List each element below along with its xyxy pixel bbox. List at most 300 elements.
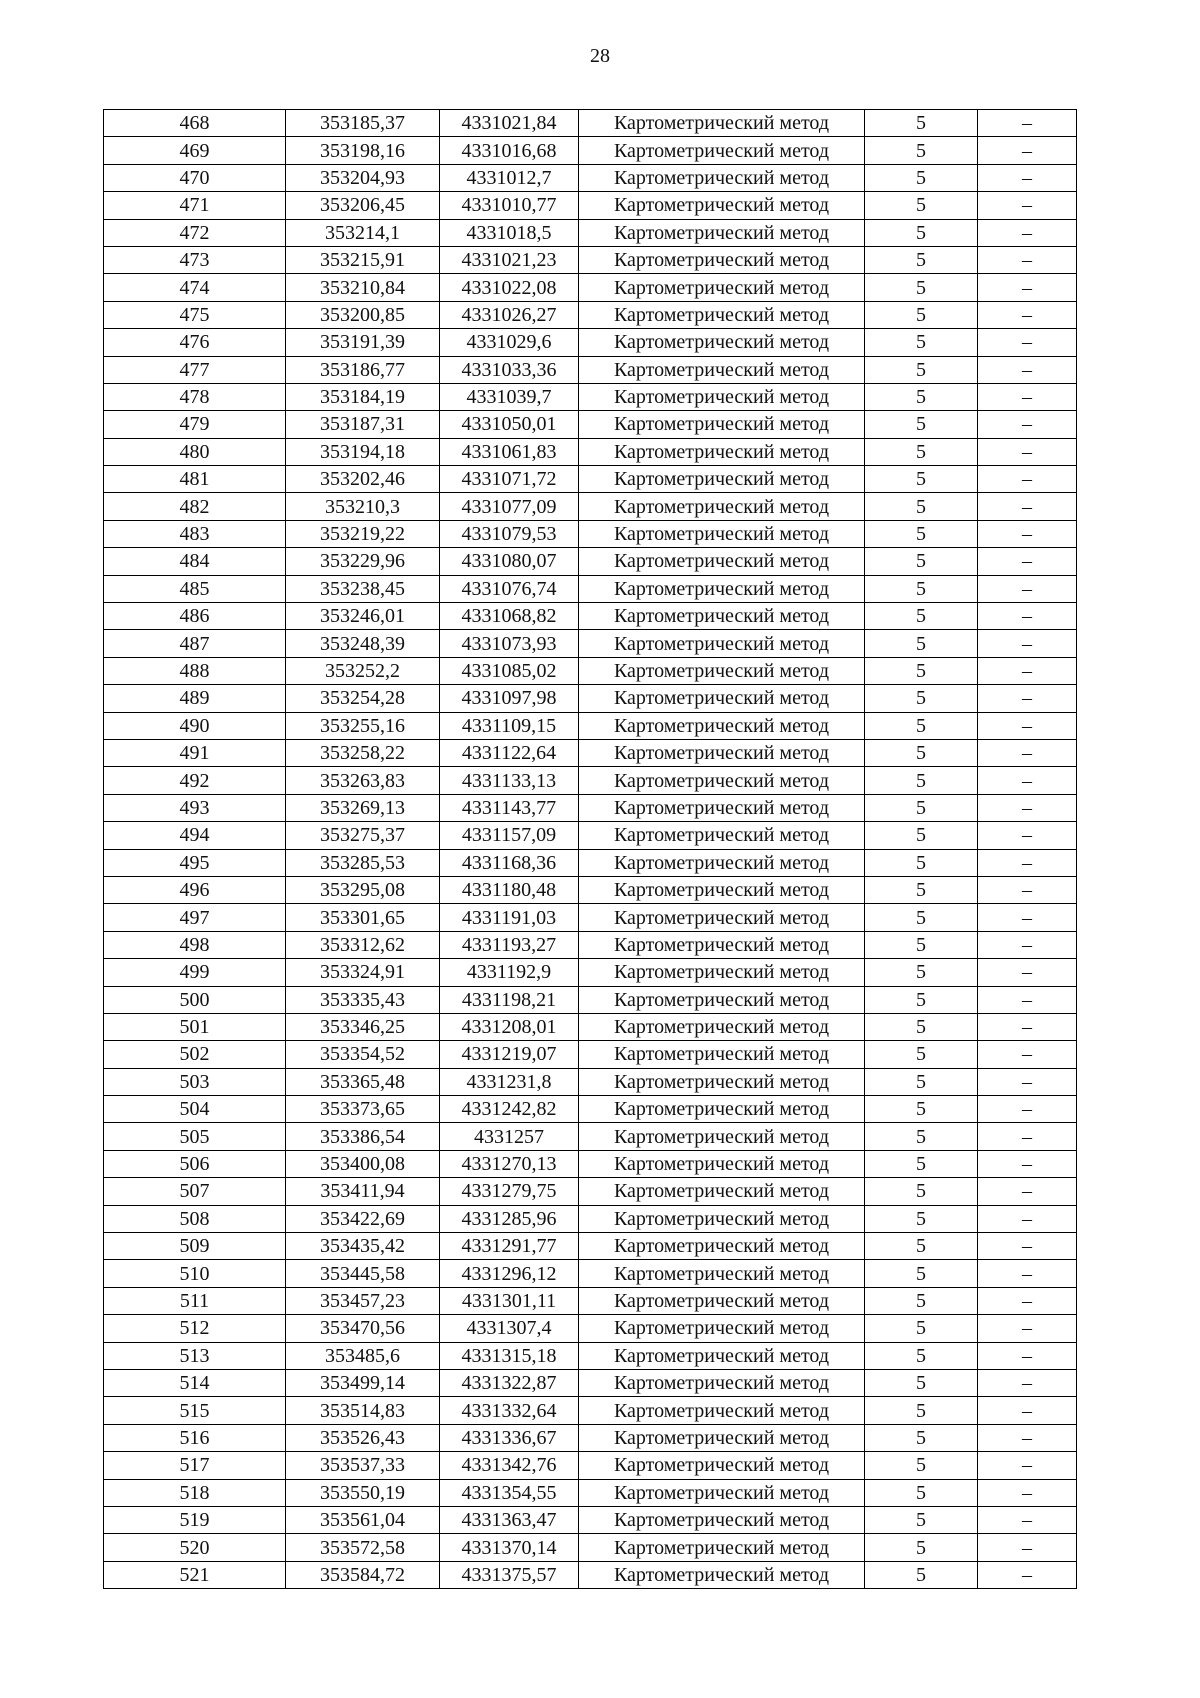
point-number-cell: 518 [104,1479,286,1506]
y-coordinate-cell: 4331010,77 [440,192,579,219]
point-number-cell: 507 [104,1178,286,1205]
accuracy-cell: 5 [865,767,978,794]
point-number-cell: 510 [104,1260,286,1287]
accuracy-cell: 5 [865,1534,978,1561]
y-coordinate-cell: 4331191,03 [440,904,579,931]
x-coordinate-cell: 353400,08 [286,1150,440,1177]
y-coordinate-cell: 4331332,64 [440,1397,579,1424]
point-number-cell: 514 [104,1369,286,1396]
method-cell: Картометрический метод [579,1123,865,1150]
table-row [104,712,1077,739]
table-row [104,466,1077,493]
accuracy-cell: 5 [865,1096,978,1123]
table-row [104,1150,1077,1177]
y-coordinate-cell: 4331061,83 [440,438,579,465]
y-coordinate-cell: 4331208,01 [440,1013,579,1040]
x-coordinate-cell: 353269,13 [286,794,440,821]
x-coordinate-cell: 353204,93 [286,164,440,191]
accuracy-cell: 5 [865,849,978,876]
point-number-cell: 521 [104,1561,286,1588]
x-coordinate-cell: 353365,48 [286,1068,440,1095]
y-coordinate-cell: 4331021,84 [440,110,579,137]
table-row [104,110,1077,137]
note-cell: – [978,1342,1077,1369]
method-cell: Картометрический метод [579,630,865,657]
method-cell: Картометрический метод [579,411,865,438]
point-number-cell: 509 [104,1233,286,1260]
table-row [104,1424,1077,1451]
note-cell: – [978,1068,1077,1095]
method-cell: Картометрический метод [579,794,865,821]
y-coordinate-cell: 4331291,77 [440,1233,579,1260]
method-cell: Картометрический метод [579,904,865,931]
accuracy-cell: 5 [865,246,978,273]
method-cell: Картометрический метод [579,110,865,137]
method-cell: Картометрический метод [579,1397,865,1424]
method-cell: Картометрический метод [579,1096,865,1123]
y-coordinate-cell: 4331109,15 [440,712,579,739]
table-row [104,1397,1077,1424]
accuracy-cell: 5 [865,1479,978,1506]
point-number-cell: 506 [104,1150,286,1177]
note-cell: – [978,520,1077,547]
table-row [104,1233,1077,1260]
table-row [104,1096,1077,1123]
accuracy-cell: 5 [865,739,978,766]
x-coordinate-cell: 353526,43 [286,1424,440,1451]
table-row [104,1315,1077,1342]
point-number-cell: 471 [104,192,286,219]
table-row [104,959,1077,986]
x-coordinate-cell: 353312,62 [286,931,440,958]
point-number-cell: 508 [104,1205,286,1232]
method-cell: Картометрический метод [579,1287,865,1314]
point-number-cell: 498 [104,931,286,958]
method-cell: Картометрический метод [579,192,865,219]
x-coordinate-cell: 353252,2 [286,657,440,684]
x-coordinate-cell: 353422,69 [286,1205,440,1232]
point-number-cell: 477 [104,356,286,383]
accuracy-cell: 5 [865,329,978,356]
table-row [104,1506,1077,1533]
point-number-cell: 496 [104,876,286,903]
accuracy-cell: 5 [865,1260,978,1287]
x-coordinate-cell: 353238,45 [286,575,440,602]
table-row [104,1205,1077,1232]
method-cell: Картометрический метод [579,520,865,547]
accuracy-cell: 5 [865,192,978,219]
accuracy-cell: 5 [865,466,978,493]
point-number-cell: 485 [104,575,286,602]
table-row [104,1287,1077,1314]
note-cell: – [978,246,1077,273]
point-number-cell: 493 [104,794,286,821]
x-coordinate-cell: 353200,85 [286,301,440,328]
y-coordinate-cell: 4331073,93 [440,630,579,657]
note-cell: – [978,959,1077,986]
accuracy-cell: 5 [865,356,978,383]
method-cell: Картометрический метод [579,1479,865,1506]
method-cell: Картометрический метод [579,274,865,301]
y-coordinate-cell: 4331157,09 [440,822,579,849]
y-coordinate-cell: 4331122,64 [440,739,579,766]
y-coordinate-cell: 4331242,82 [440,1096,579,1123]
note-cell: – [978,1041,1077,1068]
method-cell: Картометрический метод [579,1561,865,1588]
accuracy-cell: 5 [865,1041,978,1068]
method-cell: Картометрический метод [579,356,865,383]
x-coordinate-cell: 353485,6 [286,1342,440,1369]
note-cell: – [978,192,1077,219]
accuracy-cell: 5 [865,1397,978,1424]
y-coordinate-cell: 4331279,75 [440,1178,579,1205]
table-row [104,1041,1077,1068]
x-coordinate-cell: 353194,18 [286,438,440,465]
method-cell: Картометрический метод [579,1013,865,1040]
y-coordinate-cell: 4331050,01 [440,411,579,438]
point-number-cell: 503 [104,1068,286,1095]
y-coordinate-cell: 4331307,4 [440,1315,579,1342]
point-number-cell: 501 [104,1013,286,1040]
point-number-cell: 470 [104,164,286,191]
y-coordinate-cell: 4331085,02 [440,657,579,684]
accuracy-cell: 5 [865,1178,978,1205]
y-coordinate-cell: 4331198,21 [440,986,579,1013]
note-cell: – [978,1233,1077,1260]
note-cell: – [978,1534,1077,1561]
x-coordinate-cell: 353229,96 [286,548,440,575]
point-number-cell: 517 [104,1452,286,1479]
table-row [104,1452,1077,1479]
point-number-cell: 516 [104,1424,286,1451]
point-number-cell: 472 [104,219,286,246]
note-cell: – [978,1287,1077,1314]
y-coordinate-cell: 4331193,27 [440,931,579,958]
accuracy-cell: 5 [865,794,978,821]
note-cell: – [978,1479,1077,1506]
y-coordinate-cell: 4331022,08 [440,274,579,301]
method-cell: Картометрический метод [579,1233,865,1260]
y-coordinate-cell: 4331079,53 [440,520,579,547]
accuracy-cell: 5 [865,1068,978,1095]
point-number-cell: 488 [104,657,286,684]
accuracy-cell: 5 [865,1205,978,1232]
y-coordinate-cell: 4331018,5 [440,219,579,246]
accuracy-cell: 5 [865,383,978,410]
table-row [104,520,1077,547]
method-cell: Картометрический метод [579,767,865,794]
x-coordinate-cell: 353561,04 [286,1506,440,1533]
table-row [104,822,1077,849]
y-coordinate-cell: 4331076,74 [440,575,579,602]
accuracy-cell: 5 [865,548,978,575]
note-cell: – [978,739,1077,766]
x-coordinate-cell: 353537,33 [286,1452,440,1479]
point-number-cell: 519 [104,1506,286,1533]
y-coordinate-cell: 4331219,07 [440,1041,579,1068]
accuracy-cell: 5 [865,137,978,164]
y-coordinate-cell: 4331370,14 [440,1534,579,1561]
x-coordinate-cell: 353214,1 [286,219,440,246]
table-row [104,657,1077,684]
y-coordinate-cell: 4331285,96 [440,1205,579,1232]
table-row [104,246,1077,273]
accuracy-cell: 5 [865,411,978,438]
x-coordinate-cell: 353435,42 [286,1233,440,1260]
y-coordinate-cell: 4331375,57 [440,1561,579,1588]
point-number-cell: 474 [104,274,286,301]
x-coordinate-cell: 353514,83 [286,1397,440,1424]
x-coordinate-cell: 353373,65 [286,1096,440,1123]
note-cell: – [978,849,1077,876]
accuracy-cell: 5 [865,931,978,958]
point-number-cell: 475 [104,301,286,328]
x-coordinate-cell: 353584,72 [286,1561,440,1588]
table-row [104,1369,1077,1396]
note-cell: – [978,137,1077,164]
note-cell: – [978,301,1077,328]
y-coordinate-cell: 4331336,67 [440,1424,579,1451]
note-cell: – [978,575,1077,602]
y-coordinate-cell: 4331342,76 [440,1452,579,1479]
x-coordinate-cell: 353550,19 [286,1479,440,1506]
point-number-cell: 479 [104,411,286,438]
point-number-cell: 511 [104,1287,286,1314]
x-coordinate-cell: 353445,58 [286,1260,440,1287]
x-coordinate-cell: 353301,65 [286,904,440,931]
y-coordinate-cell: 4331033,36 [440,356,579,383]
y-coordinate-cell: 4331180,48 [440,876,579,903]
accuracy-cell: 5 [865,822,978,849]
method-cell: Картометрический метод [579,1315,865,1342]
point-number-cell: 505 [104,1123,286,1150]
point-number-cell: 483 [104,520,286,547]
table-row [104,685,1077,712]
y-coordinate-cell: 4331097,98 [440,685,579,712]
table-row [104,438,1077,465]
table-row [104,1068,1077,1095]
method-cell: Картометрический метод [579,575,865,602]
note-cell: – [978,274,1077,301]
y-coordinate-cell: 4331016,68 [440,137,579,164]
note-cell: – [978,164,1077,191]
y-coordinate-cell: 4331315,18 [440,1342,579,1369]
accuracy-cell: 5 [865,1561,978,1588]
x-coordinate-cell: 353202,46 [286,466,440,493]
x-coordinate-cell: 353386,54 [286,1123,440,1150]
x-coordinate-cell: 353219,22 [286,520,440,547]
x-coordinate-cell: 353210,3 [286,493,440,520]
note-cell: – [978,493,1077,520]
method-cell: Картометрический метод [579,219,865,246]
x-coordinate-cell: 353285,53 [286,849,440,876]
x-coordinate-cell: 353499,14 [286,1369,440,1396]
point-number-cell: 502 [104,1041,286,1068]
note-cell: – [978,630,1077,657]
method-cell: Картометрический метод [579,1534,865,1561]
accuracy-cell: 5 [865,1506,978,1533]
point-number-cell: 491 [104,739,286,766]
table-row [104,630,1077,657]
table-row [104,986,1077,1013]
table-row [104,383,1077,410]
method-cell: Картометрический метод [579,548,865,575]
accuracy-cell: 5 [865,959,978,986]
x-coordinate-cell: 353187,31 [286,411,440,438]
accuracy-cell: 5 [865,1424,978,1451]
point-number-cell: 489 [104,685,286,712]
method-cell: Картометрический метод [579,685,865,712]
note-cell: – [978,438,1077,465]
table-row [104,356,1077,383]
point-number-cell: 473 [104,246,286,273]
method-cell: Картометрический метод [579,959,865,986]
y-coordinate-cell: 4331354,55 [440,1479,579,1506]
accuracy-cell: 5 [865,575,978,602]
note-cell: – [978,1205,1077,1232]
table-row [104,767,1077,794]
x-coordinate-cell: 353184,19 [286,383,440,410]
x-coordinate-cell: 353324,91 [286,959,440,986]
table-row [104,739,1077,766]
accuracy-cell: 5 [865,904,978,931]
table-row [104,548,1077,575]
point-number-cell: 490 [104,712,286,739]
table-row [104,493,1077,520]
y-coordinate-cell: 4331029,6 [440,329,579,356]
accuracy-cell: 5 [865,1342,978,1369]
y-coordinate-cell: 4331071,72 [440,466,579,493]
accuracy-cell: 5 [865,630,978,657]
point-number-cell: 515 [104,1397,286,1424]
y-coordinate-cell: 4331231,8 [440,1068,579,1095]
note-cell: – [978,767,1077,794]
x-coordinate-cell: 353263,83 [286,767,440,794]
x-coordinate-cell: 353198,16 [286,137,440,164]
table-row [104,411,1077,438]
method-cell: Картометрический метод [579,1205,865,1232]
coordinates-table-body [104,110,1077,1589]
note-cell: – [978,986,1077,1013]
x-coordinate-cell: 353354,52 [286,1041,440,1068]
method-cell: Картометрический метод [579,246,865,273]
note-cell: – [978,110,1077,137]
method-cell: Картометрический метод [579,739,865,766]
point-number-cell: 513 [104,1342,286,1369]
point-number-cell: 476 [104,329,286,356]
note-cell: – [978,383,1077,410]
accuracy-cell: 5 [865,520,978,547]
y-coordinate-cell: 4331363,47 [440,1506,579,1533]
note-cell: – [978,1013,1077,1040]
point-number-cell: 504 [104,1096,286,1123]
table-row [104,1123,1077,1150]
point-number-cell: 487 [104,630,286,657]
accuracy-cell: 5 [865,1287,978,1314]
point-number-cell: 484 [104,548,286,575]
y-coordinate-cell: 4331270,13 [440,1150,579,1177]
method-cell: Картометрический метод [579,1150,865,1177]
method-cell: Картометрический метод [579,301,865,328]
method-cell: Картометрический метод [579,1068,865,1095]
note-cell: – [978,1315,1077,1342]
y-coordinate-cell: 4331012,7 [440,164,579,191]
method-cell: Картометрический метод [579,329,865,356]
point-number-cell: 512 [104,1315,286,1342]
x-coordinate-cell: 353185,37 [286,110,440,137]
x-coordinate-cell: 353248,39 [286,630,440,657]
point-number-cell: 480 [104,438,286,465]
note-cell: – [978,685,1077,712]
note-cell: – [978,1178,1077,1205]
method-cell: Картометрический метод [579,1424,865,1451]
x-coordinate-cell: 353210,84 [286,274,440,301]
x-coordinate-cell: 353191,39 [286,329,440,356]
table-row [104,192,1077,219]
y-coordinate-cell: 4331296,12 [440,1260,579,1287]
method-cell: Картометрический метод [579,438,865,465]
point-number-cell: 486 [104,603,286,630]
accuracy-cell: 5 [865,1452,978,1479]
y-coordinate-cell: 4331257 [440,1123,579,1150]
table-row [104,164,1077,191]
accuracy-cell: 5 [865,603,978,630]
note-cell: – [978,1506,1077,1533]
method-cell: Картометрический метод [579,1342,865,1369]
table-row [104,1479,1077,1506]
table-row [104,1178,1077,1205]
note-cell: – [978,794,1077,821]
method-cell: Картометрический метод [579,603,865,630]
x-coordinate-cell: 353457,23 [286,1287,440,1314]
method-cell: Картометрический метод [579,493,865,520]
y-coordinate-cell: 4331192,9 [440,959,579,986]
method-cell: Картометрический метод [579,1506,865,1533]
table-row [104,1013,1077,1040]
table-row [104,137,1077,164]
x-coordinate-cell: 353411,94 [286,1178,440,1205]
x-coordinate-cell: 353186,77 [286,356,440,383]
accuracy-cell: 5 [865,301,978,328]
x-coordinate-cell: 353206,45 [286,192,440,219]
note-cell: – [978,1260,1077,1287]
note-cell: – [978,356,1077,383]
method-cell: Картометрический метод [579,383,865,410]
note-cell: – [978,548,1077,575]
note-cell: – [978,822,1077,849]
y-coordinate-cell: 4331039,7 [440,383,579,410]
table-row [104,219,1077,246]
x-coordinate-cell: 353215,91 [286,246,440,273]
y-coordinate-cell: 4331021,23 [440,246,579,273]
method-cell: Картометрический метод [579,164,865,191]
accuracy-cell: 5 [865,1150,978,1177]
table-row [104,1534,1077,1561]
note-cell: – [978,219,1077,246]
table-row [104,1342,1077,1369]
note-cell: – [978,1452,1077,1479]
point-number-cell: 500 [104,986,286,1013]
note-cell: – [978,329,1077,356]
method-cell: Картометрический метод [579,657,865,684]
point-number-cell: 469 [104,137,286,164]
accuracy-cell: 5 [865,685,978,712]
method-cell: Картометрический метод [579,1041,865,1068]
note-cell: – [978,411,1077,438]
point-number-cell: 520 [104,1534,286,1561]
y-coordinate-cell: 4331143,77 [440,794,579,821]
method-cell: Картометрический метод [579,822,865,849]
